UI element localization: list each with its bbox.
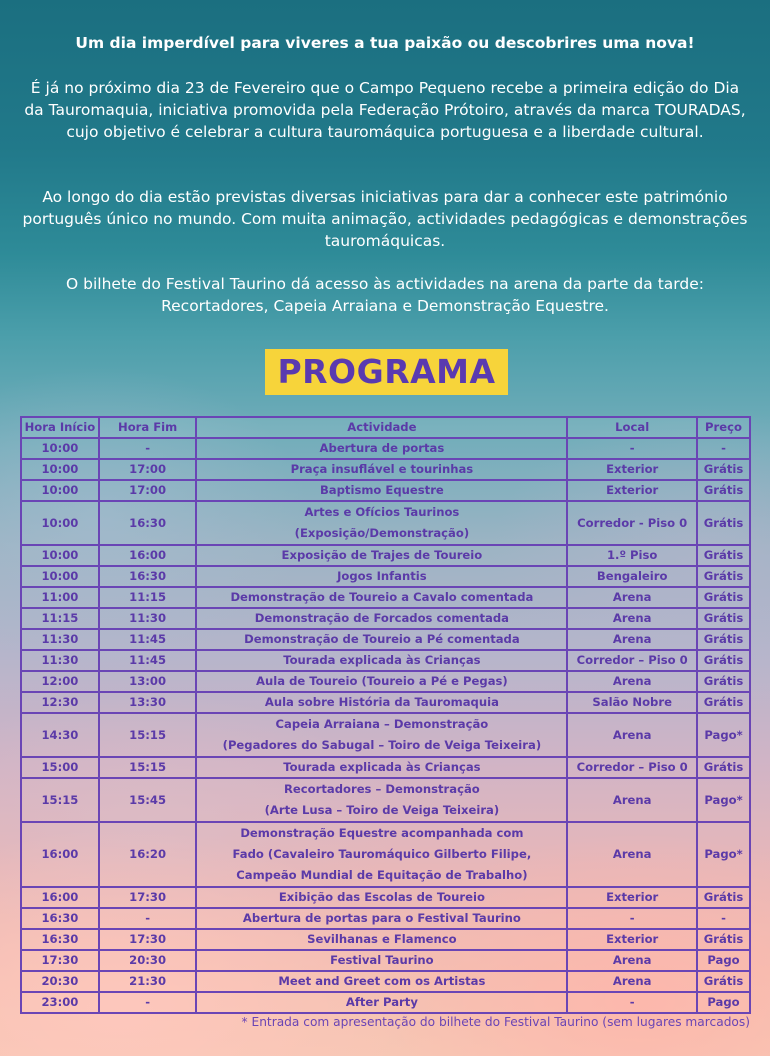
- activity-cell: [196, 778, 567, 822]
- end-time-cell: 17:30: [99, 929, 197, 950]
- location-cell: Corredor – Piso 0: [567, 650, 697, 671]
- price-cell: Grátis: [697, 545, 750, 566]
- price-cell: Pago: [697, 992, 750, 1013]
- table-row: [21, 480, 750, 501]
- location-cell: Exterior: [567, 480, 697, 501]
- headline: Um dia imperdível para viveres a tua paixão ou descobrires uma nova!: [75, 34, 695, 52]
- activity-cell: [196, 459, 567, 480]
- start-time-cell: 10:00: [21, 459, 99, 480]
- price-cell: Grátis: [697, 501, 750, 545]
- activity-line: After Party: [345, 995, 418, 1009]
- location-cell: Arena: [567, 713, 697, 757]
- header-activity: Actividade: [196, 417, 567, 438]
- price-cell: Grátis: [697, 459, 750, 480]
- location-cell: Exterior: [567, 929, 697, 950]
- intro-paragraph-ticket: O bilhete do Festival Taurino dá acesso às actividades na arena da parte da tarde: Recortadores, Capeia Arraiana e Demonstração Equestre.: [66, 275, 704, 315]
- activity-cell: [196, 822, 567, 887]
- end-time-cell: 21:30: [99, 971, 197, 992]
- activity-line: (Pegadores do Sabugal – Toiro de Veiga Teixeira): [222, 738, 542, 752]
- activity-line: Festival Taurino: [330, 953, 434, 967]
- location-cell: -: [567, 438, 697, 459]
- location-cell: Arena: [567, 971, 697, 992]
- table-row: [21, 713, 750, 757]
- activity-line: Sevilhanas e Flamenco: [307, 932, 457, 946]
- activity-line: Demonstração de Forcados comentada: [254, 611, 509, 625]
- start-time-cell: 10:00: [21, 566, 99, 587]
- end-time-cell: 13:00: [99, 671, 197, 692]
- activity-line: Baptismo Equestre: [319, 483, 444, 497]
- activity-line: Aula de Toureio (Toureio a Pé e Pegas): [256, 674, 508, 688]
- price-cell: Grátis: [697, 587, 750, 608]
- start-time-cell: 14:30: [21, 713, 99, 757]
- end-time-cell: 11:15: [99, 587, 197, 608]
- start-time-cell: 10:00: [21, 438, 99, 459]
- location-cell: Exterior: [567, 459, 697, 480]
- price-cell: Grátis: [697, 757, 750, 778]
- activity-line: Demonstração de Toureio a Cavalo comentada: [230, 590, 534, 604]
- program-table: [20, 416, 751, 1014]
- table-row: [21, 629, 750, 650]
- header-location: Local: [567, 417, 697, 438]
- start-time-cell: 11:00: [21, 587, 99, 608]
- intro-paragraph-event: É já no próximo dia 23 de Fevereiro que o Campo Pequeno recebe a primeira edição do Dia da Tauromaquia, iniciativa promovida pela Federação Prótoiro, através da marca TOURADAS, cujo objetivo é celebrar a cultura tauromáquica portuguesa e a liberdade cultural.: [24, 79, 746, 141]
- activity-cell: [196, 438, 567, 459]
- table-row: [21, 908, 750, 929]
- table-row: [21, 438, 750, 459]
- activity-cell: [196, 971, 567, 992]
- end-time-cell: -: [99, 438, 197, 459]
- price-cell: -: [697, 438, 750, 459]
- activity-cell: [196, 992, 567, 1013]
- start-time-cell: 10:00: [21, 545, 99, 566]
- activity-line: (Exposição/Demonstração): [294, 526, 470, 540]
- activity-cell: [196, 629, 567, 650]
- header-start-time: Hora Início: [21, 417, 99, 438]
- table-row: [21, 929, 750, 950]
- end-time-cell: 16:20: [99, 822, 197, 887]
- activity-cell: [196, 650, 567, 671]
- activity-line: Abertura de portas para o Festival Taurino: [242, 911, 521, 925]
- table-row: [21, 971, 750, 992]
- end-time-cell: 17:30: [99, 887, 197, 908]
- location-cell: Exterior: [567, 887, 697, 908]
- activity-cell: [196, 757, 567, 778]
- activity-cell: [196, 671, 567, 692]
- end-time-cell: 11:45: [99, 629, 197, 650]
- start-time-cell: 15:15: [21, 778, 99, 822]
- activity-line: Tourada explicada às Crianças: [283, 653, 481, 667]
- table-row: [21, 566, 750, 587]
- table-row: [21, 778, 750, 822]
- location-cell: -: [567, 992, 697, 1013]
- price-cell: Pago*: [697, 822, 750, 887]
- start-time-cell: 23:00: [21, 992, 99, 1013]
- end-time-cell: 13:30: [99, 692, 197, 713]
- table-row: [21, 757, 750, 778]
- table-row: [21, 992, 750, 1013]
- price-cell: Pago: [697, 950, 750, 971]
- activity-line: Abertura de portas: [319, 441, 445, 455]
- price-cell: Grátis: [697, 929, 750, 950]
- start-time-cell: 20:30: [21, 971, 99, 992]
- activity-cell: [196, 608, 567, 629]
- end-time-cell: -: [99, 908, 197, 929]
- location-cell: Arena: [567, 629, 697, 650]
- activity-line: Tourada explicada às Crianças: [283, 760, 481, 774]
- end-time-cell: 11:45: [99, 650, 197, 671]
- table-row: [21, 822, 750, 887]
- price-cell: Grátis: [697, 692, 750, 713]
- location-cell: 1.º Piso: [567, 545, 697, 566]
- location-cell: -: [567, 908, 697, 929]
- location-cell: Arena: [567, 822, 697, 887]
- start-time-cell: 11:30: [21, 629, 99, 650]
- activity-cell: [196, 566, 567, 587]
- activity-cell: [196, 692, 567, 713]
- price-cell: Grátis: [697, 650, 750, 671]
- activity-line: Recortadores – Demonstração: [284, 782, 480, 796]
- end-time-cell: 15:15: [99, 757, 197, 778]
- activity-cell: [196, 713, 567, 757]
- start-time-cell: 11:30: [21, 650, 99, 671]
- start-time-cell: 11:15: [21, 608, 99, 629]
- activity-line: Capeia Arraiana – Demonstração: [275, 717, 489, 731]
- activity-line: Campeão Mundial de Equitação de Trabalho): [236, 868, 528, 882]
- location-cell: Arena: [567, 671, 697, 692]
- table-header-row: [21, 417, 750, 438]
- price-cell: Grátis: [697, 671, 750, 692]
- table-row: [21, 587, 750, 608]
- price-cell: -: [697, 908, 750, 929]
- start-time-cell: 10:00: [21, 480, 99, 501]
- price-cell: Grátis: [697, 971, 750, 992]
- activity-line: Jogos Infantis: [337, 569, 427, 583]
- end-time-cell: 16:30: [99, 566, 197, 587]
- table-row: [21, 650, 750, 671]
- table-row: [21, 692, 750, 713]
- activity-cell: [196, 908, 567, 929]
- start-time-cell: 16:30: [21, 929, 99, 950]
- activity-line: Meet and Greet com os Artistas: [278, 974, 486, 988]
- start-time-cell: 10:00: [21, 501, 99, 545]
- activity-line: Fado (Cavaleiro Tauromáquico Gilberto Filipe,: [232, 847, 532, 861]
- activity-line: Praça insuflável e tourinhas: [290, 462, 474, 476]
- price-cell: Grátis: [697, 566, 750, 587]
- table-row: [21, 950, 750, 971]
- activity-cell: [196, 501, 567, 545]
- table-row: [21, 459, 750, 480]
- price-cell: Pago*: [697, 778, 750, 822]
- end-time-cell: 17:00: [99, 480, 197, 501]
- start-time-cell: 15:00: [21, 757, 99, 778]
- program-table-body: [21, 438, 750, 1013]
- price-cell: Grátis: [697, 887, 750, 908]
- location-cell: Bengaleiro: [567, 566, 697, 587]
- footnote: * Entrada com apresentação do bilhete do Festival Taurino (sem lugares marcados): [241, 1015, 750, 1029]
- end-time-cell: 11:30: [99, 608, 197, 629]
- activity-cell: [196, 545, 567, 566]
- table-row: [21, 887, 750, 908]
- activity-line: Demonstração Equestre acompanhada com: [240, 826, 524, 840]
- header-end-time: Hora Fim: [99, 417, 197, 438]
- start-time-cell: 16:30: [21, 908, 99, 929]
- end-time-cell: 16:30: [99, 501, 197, 545]
- header-price: Preço: [697, 417, 750, 438]
- price-cell: Grátis: [697, 480, 750, 501]
- location-cell: Corredor - Piso 0: [567, 501, 697, 545]
- location-cell: Arena: [567, 587, 697, 608]
- price-cell: Pago*: [697, 713, 750, 757]
- activity-cell: [196, 929, 567, 950]
- end-time-cell: 15:15: [99, 713, 197, 757]
- activity-cell: [196, 480, 567, 501]
- end-time-cell: 16:00: [99, 545, 197, 566]
- table-row: [21, 545, 750, 566]
- activity-line: Demonstração de Toureio a Pé comentada: [244, 632, 520, 646]
- start-time-cell: 12:00: [21, 671, 99, 692]
- activity-cell: [196, 587, 567, 608]
- end-time-cell: 15:45: [99, 778, 197, 822]
- table-row: [21, 671, 750, 692]
- location-cell: Arena: [567, 778, 697, 822]
- start-time-cell: 12:30: [21, 692, 99, 713]
- end-time-cell: -: [99, 992, 197, 1013]
- activity-line: (Arte Lusa – Toiro de Veiga Teixeira): [264, 803, 500, 817]
- activity-line: Aula sobre História da Tauromaquia: [264, 695, 499, 709]
- location-cell: Salão Nobre: [567, 692, 697, 713]
- start-time-cell: 16:00: [21, 887, 99, 908]
- activity-cell: [196, 887, 567, 908]
- end-time-cell: 20:30: [99, 950, 197, 971]
- programa-title: PROGRAMA: [265, 349, 508, 395]
- table-row: [21, 501, 750, 545]
- activity-line: Artes e Ofícios Taurinos: [304, 505, 460, 519]
- location-cell: Arena: [567, 608, 697, 629]
- price-cell: Grátis: [697, 629, 750, 650]
- table-row: [21, 608, 750, 629]
- location-cell: Corredor – Piso 0: [567, 757, 697, 778]
- activity-line: Exposição de Trajes de Toureio: [281, 548, 483, 562]
- activity-cell: [196, 950, 567, 971]
- intro-paragraph-activities: Ao longo do dia estão previstas diversas iniciativas para dar a conhecer este património português único no mundo. Com muita animação, actividades pedagógicas e demonstrações tauromáquicas.: [22, 188, 748, 250]
- activity-line: Exibição das Escolas de Toureio: [278, 890, 485, 904]
- start-time-cell: 17:30: [21, 950, 99, 971]
- end-time-cell: 17:00: [99, 459, 197, 480]
- price-cell: Grátis: [697, 608, 750, 629]
- location-cell: Arena: [567, 950, 697, 971]
- start-time-cell: 16:00: [21, 822, 99, 887]
